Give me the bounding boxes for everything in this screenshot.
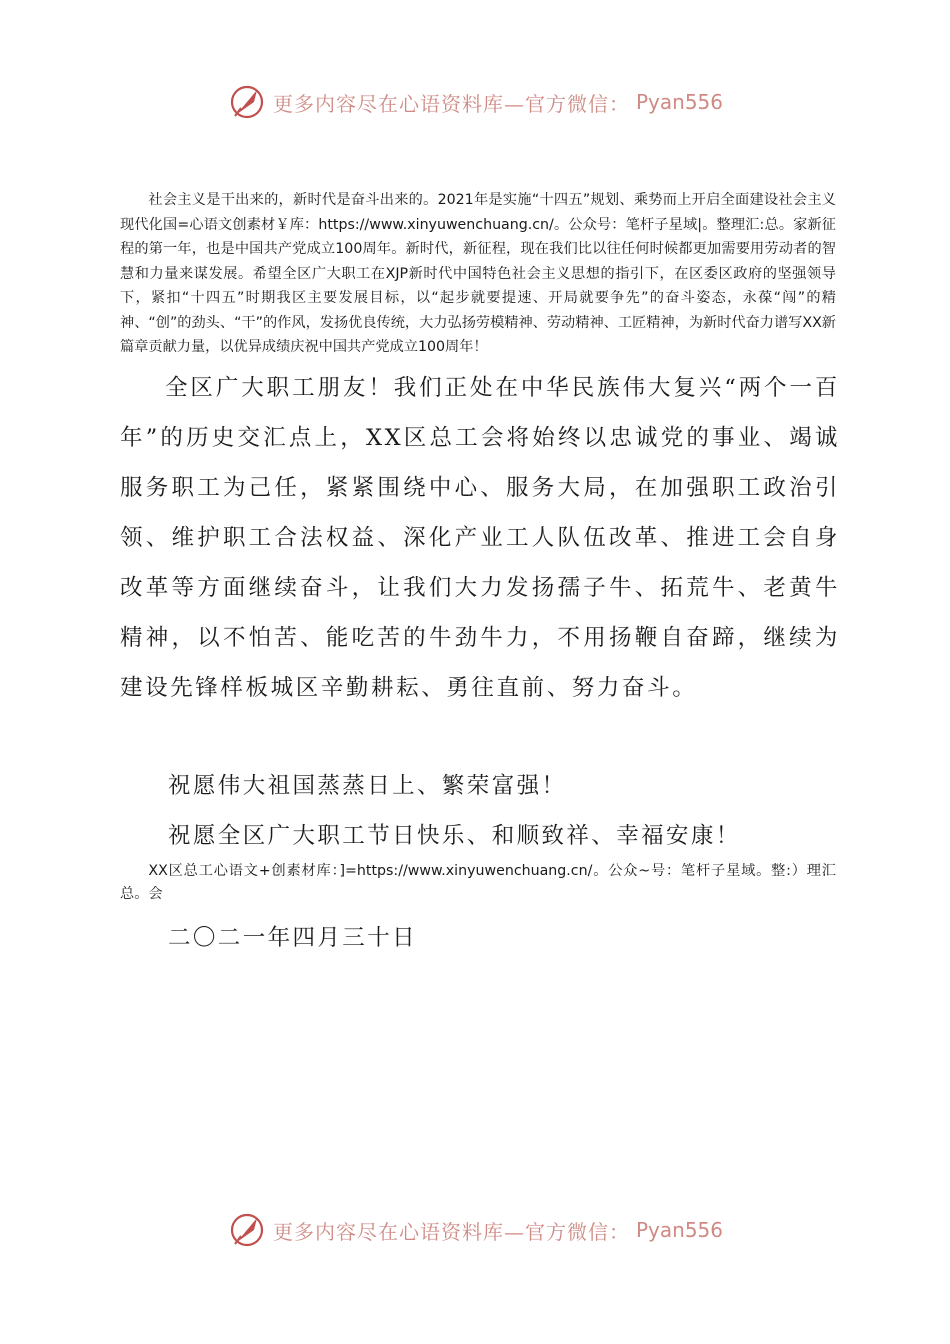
footer-banner xyxy=(0,1208,950,1252)
banner-text: 更多内容尽在心语资料库—官方微信： xyxy=(272,1219,630,1244)
banner-wechat-id: Pyan556 xyxy=(635,1218,723,1242)
wish-line-1: 祝愿伟大祖国蒸蒸日上、繁荣富强！ xyxy=(168,773,567,799)
quill-logo-icon xyxy=(227,82,267,122)
header-banner xyxy=(0,80,950,124)
quill-logo-icon xyxy=(227,1210,267,1250)
main-paragraph: 全区广大职工朋友！我们正处在中华民族伟大复兴“两个一百年”的历史交汇点上，XX区总工会将始终以忠诚党的事业、竭诚服务职工为己任，紧紧围绕中心、服务大局，在加强职工政治引领、维护职工合法权益、深化产业工人队伍改革、推进工会自身改革等方面继续奋斗，让我们大力发扬孺子牛、拓荒牛、老黄牛精神，以不怕苦、能吃苦的牛劲牛力，不用扬鞭自奋蹄，继续为建设先锋样板城区辛勤耕耘、勇往直前、努力奋斗。 xyxy=(120,375,840,701)
wish-line-2: 祝愿全区广大职工节日快乐、和顺致祥、幸福安康！ xyxy=(168,823,741,849)
signature-line: XX区总工心语文+创素材库：]=https://www.xinyuwenchuang.cn/。公众~号：笔杆子星域。整:）理汇总。会 xyxy=(120,863,836,902)
banner-text: 更多内容尽在心语资料库—官方微信： xyxy=(272,91,630,116)
banner-wechat-id: Pyan556 xyxy=(635,90,723,114)
document-date: 二〇二一年四月三十日 xyxy=(168,925,418,951)
intro-paragraph: 社会主义是干出来的，新时代是奋斗出来的。2021年是实施“十四五”规划、乘势而上开启全面建设社会主义现代化国=心语文创素材￥库：https://www.xinyuwenchuang.cn/。公众号：笔杆子星域|。整理汇:总。家新征程的第一年，也是中国共产党成立100周年。新时代，新征程，现在我们比以往任何时候都更加需要用劳动者的智慧和力量来谋发展。希望全区广大职工在XJP新时代中国特色社会主义思想的指引下，在区委区政府的坚强领导下，紧扣“十四五”时期我区主要发展目标，以“起步就要提速、开局就要争先”的奋斗姿态，永葆“闯”的精神、“创”的劲头、“干”的作风，发扬优良传统，大力弘扬劳模精神、劳动精神、工匠精神，为新时代奋力谱写XX新篇章贡献力量，以优异成绩庆祝中国共产党成立100周年！ xyxy=(120,192,836,355)
